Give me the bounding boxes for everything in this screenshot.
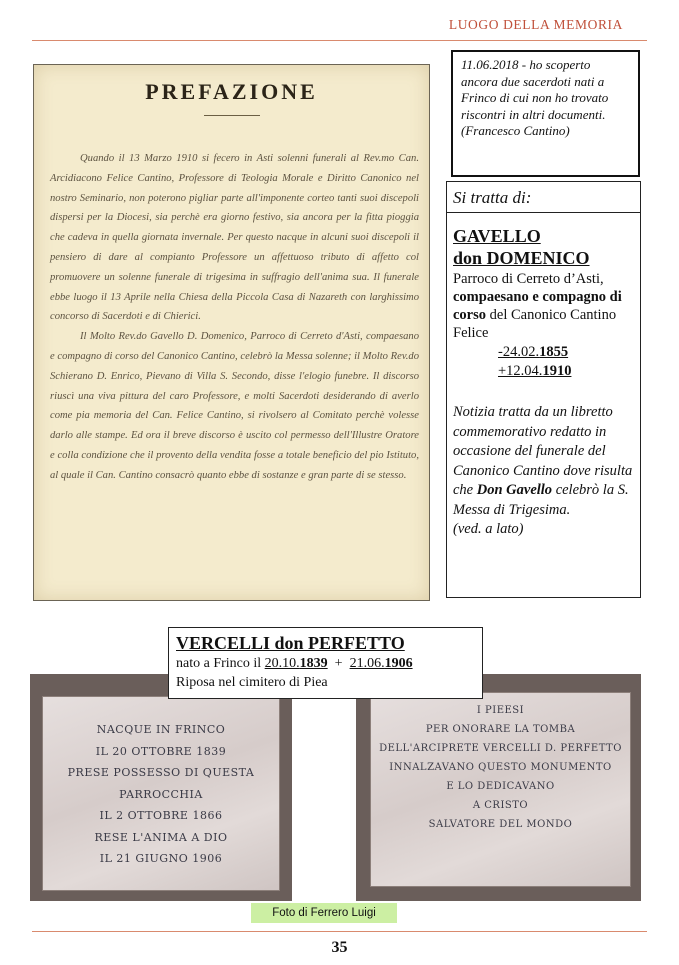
plaque-left-line: IL 2 OTTOBRE 1866 [99,809,223,822]
plaque-photo-right [356,674,641,901]
discovery-note [451,50,640,177]
plaque-right-line: INNALZAVANO QUESTO MONUMENTO [389,762,612,773]
caption-born-year: 1839 [299,656,328,671]
death-date [498,362,634,381]
caption-resting-place: Riposa nel cimitero di Piea [176,675,328,690]
priest-info-box [446,181,641,598]
scan-title-rule [204,115,260,116]
plaque-right-line: DELL'ARCIPRETE VERCELLI D. PERFETTO [379,743,622,754]
plaque-photo-left [30,674,292,901]
plaque-left-slab [42,696,280,891]
birth-date-day: -24.02. [498,344,540,360]
plaque-right-inscription [371,701,630,834]
info-intro: Si tratta di: [453,188,532,207]
priest-surname: GAVELLO [453,226,541,246]
plaque-left-inscription [43,719,279,870]
header-rule [32,40,647,41]
plaque-left-line: RESE L'ANIMA A DIO [94,830,228,844]
bio-part-1: Parroco di Cerreto d’Asti, [453,271,604,287]
notice-part-3: celebrò la S. Messa di Trigesima. [453,482,629,518]
caption-dates [176,654,475,673]
notice-part-4: (ved. a lato) [453,521,524,537]
plaque-right-slab [370,692,631,887]
birth-date [498,343,634,362]
death-date-day: +12.04. [498,363,543,379]
caption-died-day: 21.06. [349,656,385,671]
note-text: 11.06.2018 - ho scoperto ancora due sacerdoti nati a Frinco di cui non ho trovato riscontri in altri documenti. [461,57,609,122]
plaque-left-line: IL 20 OTTOBRE 1839 [95,744,227,758]
birth-date-year: 1855 [539,344,569,360]
scan-paragraph-1: Quando il 13 Marzo 1910 si fecero in Asti solenni funerali al Rev.mo Can. Arcidiacono Felice Cantino, Professore di Teologia Morale e Diritto Canonico nel nostro Seminario, non poterono pigliar parte all'imponente corteo tanti suoi discepoli dispersi per la Diocesi, sia perchè era giorno festivo, sia ancora per la fitta pioggia che cadeva in quella giornata invernale. Per questo nacque in alcuni suoi discepoli il pensiero di dare al compianto Professore un affettuoso tributo di affetto col promuovere un solenne funerale di trigesima in suffragio dell'anima sua. Il funerale ebbe luogo il 13 Aprile nella Chiesa della Piccola Casa di Nazareth con larghissimo concorso di Sacerdoti e di Chierici. [50,153,419,323]
info-intro-rule [447,212,640,213]
page-number: 35 [331,939,348,956]
scan-paragraph-2: Il Molto Rev.do Gavello D. Domenico, Parroco di Cerreto d'Asti, compaesano e compagno di corso del Canonico Cantino, celebrò la Messa solenne; il Molto Rev.do Schierano D. Enrico, Pievano di Villa S. Secondo, disse l'elogio funebre. Il discorso riuscì una viva pittura del caro Professore, e molti Sacerdoti desiderando di averlo come pia memoria del Can. Felice Cantino, si rivolsero al Comitato perchè volesse darlo alle stampe. Ed ora il breve discorso è uscito col permesso dell'Illustre Oratore e colla condizione che il provento della vendita fosse a totale beneficio del pio Istituto, al quale il Can. Cantino consacrò quanto ebbe di sostanze e gran parte di se stesso. [50,331,419,481]
footer-rule [32,931,647,932]
source-notice [453,403,634,540]
scan-title: PREFAZIONE [145,79,318,104]
plaque-right-line: E LO DEDICAVANO [446,781,555,792]
plaque-right-line: SALVATORE DEL MONDO [428,819,573,830]
photo-credit: Foto di Ferrero Luigi [251,903,397,923]
caption-born-prefix: nato a Frinco il [176,656,265,671]
notice-part-1: Notizia tratta da un libretto commemorativo redatto in occasione del funerale del Canonico Cantino dove risulta che [453,404,633,498]
priest-dates [453,343,634,381]
plaque-left-line: PRESE POSSESSO DI QUESTA PARROCCHIA [67,766,255,801]
bio-part-2: compaesano e compagno di corso [453,289,622,323]
plaque-right-line: PER ONORARE LA TOMBA [425,724,576,735]
caption-title: VERCELLI don PERFETTO [176,633,405,653]
note-signature: (Francesco Cantino) [461,123,570,138]
caption-died-date [350,656,413,671]
plaque-left-line: IL 21 GIUGNO 1906 [99,852,223,865]
caption-born-day: 20.10. [264,656,300,671]
caption-born-date [265,656,328,671]
document-scan [33,64,430,601]
caption-died-year: 1906 [384,656,413,671]
priest-name: don DOMENICO [453,248,590,268]
notice-part-2: Don Gavello [476,482,553,498]
plaque-right-line: I PIEESI [476,705,525,716]
photo-caption [168,627,483,699]
priest-bio [453,270,634,342]
bio-part-3: del Canonico Cantino Felice [453,307,617,341]
scan-body [50,149,419,486]
plaque-right-line: A CRISTO [472,800,529,811]
plaque-left-line: NACQUE IN FRINCO [96,723,226,736]
death-date-year: 1910 [542,363,572,379]
caption-separator: + [327,656,350,671]
running-header: LUOGO DELLA MEMORIA [448,17,623,32]
